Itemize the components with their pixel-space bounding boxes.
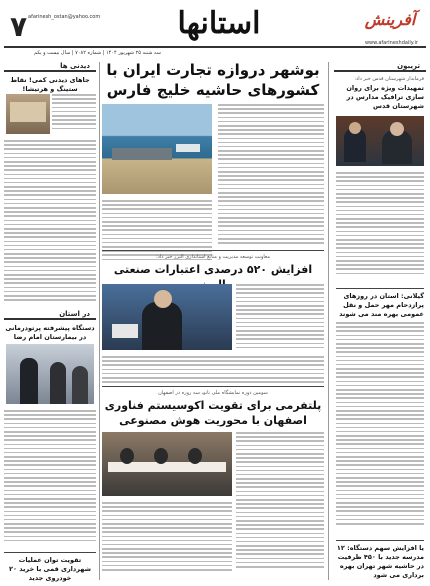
lead-headline: بوشهر دروازه تجارت ایران با کشورهای حاشیه خلیج فارس: [106, 61, 320, 99]
story3-headline: یا افزایش سهم دستگاه: ۱۲ مدرسه جدید با ۴۵۰ ظرفیت در حاشیه شهر تهران بهره برداری می شود: [336, 544, 424, 579]
left-story1-body-side: [52, 94, 96, 132]
third-kicker: سومین دوره نمایشگاه ملی نانو، سه روزه در اصفهان: [158, 390, 268, 396]
dateline-bar: [4, 50, 426, 58]
newspaper-logo: استانها: [177, 6, 261, 41]
third-headline: پلتفرمی برای تقویت اکوسیستم فناوری اصفهان با محوریت هوش مصنوعی: [104, 399, 322, 427]
lead-photo: [102, 104, 212, 194]
third-body-right: [236, 432, 324, 570]
left-story2-headline: دستگاه پیشرفته پرتودرمانی در بیمارستان امام رضا: [5, 324, 95, 341]
second-kicker: معاونت توسعه مدیریت و منابع استانداری البرز خبر داد:: [155, 254, 271, 260]
divider: [336, 540, 424, 541]
second-headline: افزایش ۵۲۰ درصدی اعتبارات صنعتی: [113, 263, 313, 276]
column-divider: [328, 62, 329, 580]
story1-kicker: فرماندار شهرستان قدس خبر داد:: [354, 76, 424, 82]
third-body-left: [102, 502, 232, 573]
page-number: ۷: [10, 10, 28, 43]
left-story3-headline: تقویت توان عملیات شهرداری قمی با خرید ۲۰ خودروی جدید: [9, 556, 91, 582]
left-story1-body: [4, 140, 96, 303]
divider: [336, 288, 424, 289]
section-tag-tribune: تریبون: [334, 60, 426, 72]
story1-body: [336, 172, 424, 277]
divider: [102, 386, 324, 387]
story2-headline: گیلانی: استان در روزهای پرازدحام مهر حمل و نقل عمومی بهره مند می شوند: [339, 292, 424, 318]
column-divider: [99, 62, 100, 580]
divider: [4, 552, 96, 553]
second-body-bottom: [102, 356, 324, 385]
second-body-right: [236, 284, 324, 351]
masthead: [4, 4, 426, 48]
story1-photo: [336, 116, 424, 166]
center-column: [102, 60, 324, 580]
website-address: www.afarineshdaily.ir: [364, 40, 418, 46]
left-story1-headline: جاهای دیدنی کمی! نقاط ستینگ و هرتیشا!: [10, 76, 90, 93]
dateline-text: سه شنبه ۲۵ شهریور ۱۴۰۴ | شماره ۷۰۸۲ | سال بیست و یکم: [34, 50, 161, 56]
section-tag-province: در استان: [4, 308, 96, 320]
left-story1-photo: [6, 94, 50, 134]
email-address: afarinesh_ostan@yahoo.com: [28, 14, 101, 20]
left-column: [4, 60, 96, 580]
left-story2-photo: [6, 344, 94, 404]
brand-logo: آفرینش: [364, 10, 416, 29]
section-tag-sights: دیدنی ها: [4, 60, 96, 72]
divider: [102, 250, 324, 251]
right-column: [334, 60, 426, 580]
lead-body-right: [218, 104, 324, 246]
second-photo: [102, 284, 232, 350]
left-story2-body: [4, 410, 96, 544]
story1-headline: تمهیدات ویژه برای روان سازی ترافیک مدارس در شهرستان قدس: [346, 84, 424, 110]
story2-body: [336, 322, 424, 527]
third-photo: [102, 432, 232, 496]
